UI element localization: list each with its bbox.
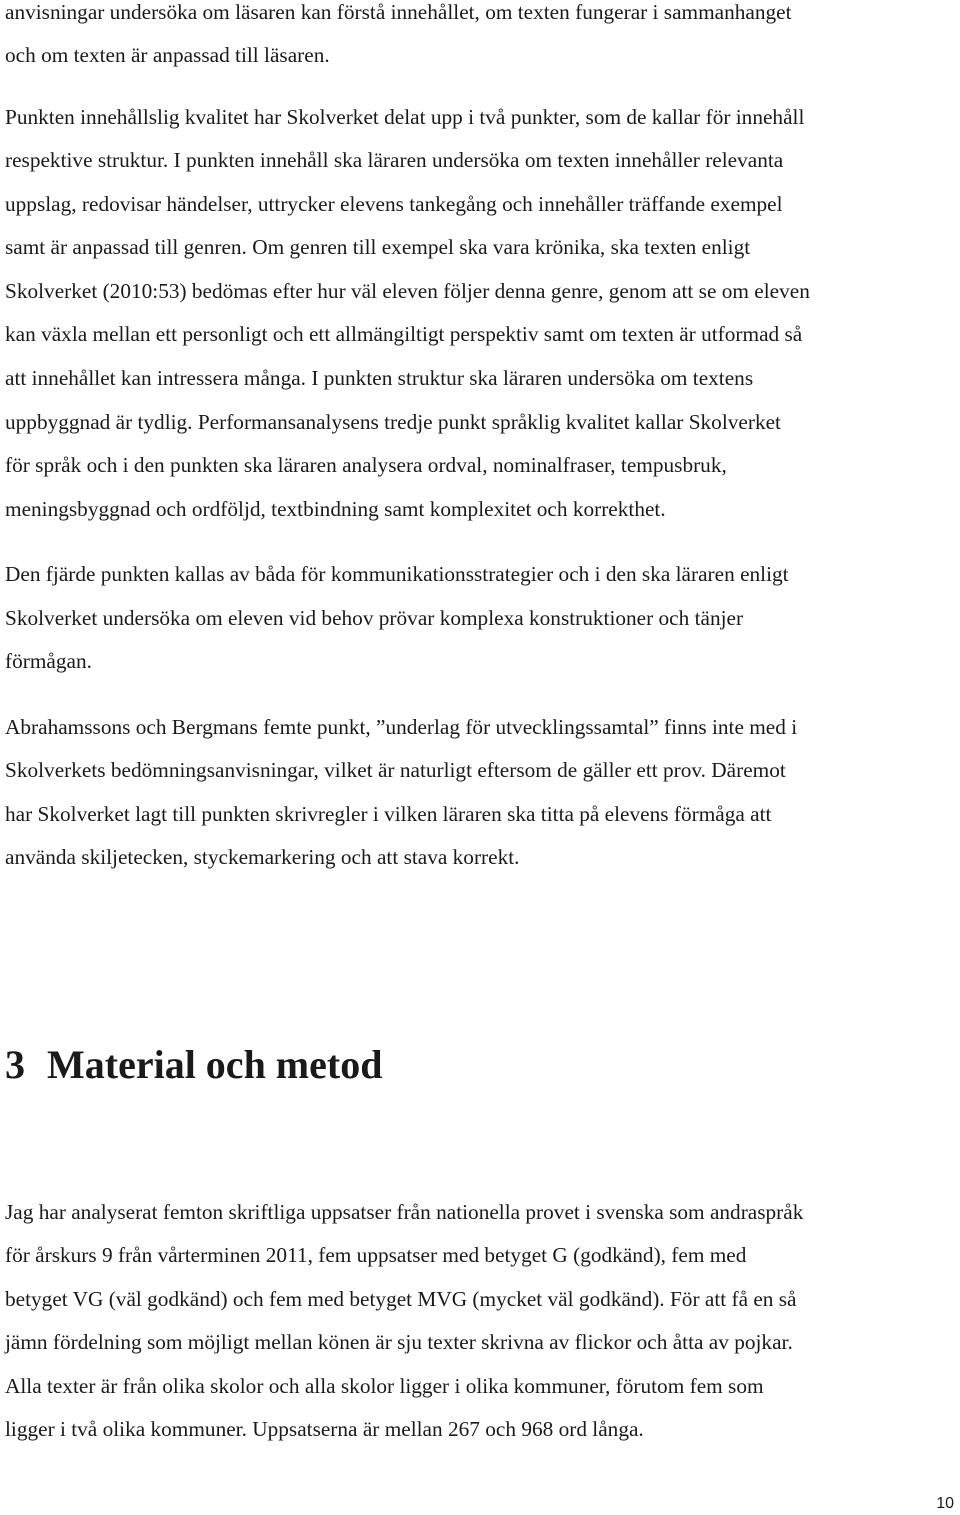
text-line: uppslag, redovisar händelser, uttrycker elevens tankegång och innehåller träffande exempel [5,192,783,216]
text-line: Skolverket (2010:53) bedömas efter hur väl eleven följer denna genre, genom att se om eleven [5,279,810,303]
text-line: förmågan. [5,649,92,673]
text-line: Jag har analyserat femton skriftliga uppsatser från nationella provet i svenska som andraspråk [5,1200,804,1224]
text-line: respektive struktur. I punkten innehåll ska läraren undersöka om texten innehåller relevanta [5,148,784,172]
section-number: 3 [5,1042,25,1087]
text-line: Den fjärde punkten kallas av båda för kommunikationsstrategier och i den ska läraren enligt [5,562,789,586]
text-line: har Skolverket lagt till punkten skrivregler i vilken läraren ska titta på elevens förmåga att [5,802,772,826]
section-heading [5,1040,382,1090]
text-line: för årskurs 9 från vårterminen 2011, fem uppsatser med betyget G (godkänd), fem med [5,1243,747,1267]
text-line: använda skiljetecken, styckemarkering och att stava korrekt. [5,845,520,869]
text-line: Abrahamssons och Bergmans femte punkt, ”underlag för utvecklingssamtal” finns inte med i [5,715,798,739]
text-line: uppbyggnad är tydlig. Performansanalysens tredje punkt språklig kvalitet kallar Skolverket [5,410,781,434]
text-line: och om texten är anpassad till läsaren. [5,43,330,67]
text-line: Alla texter är från olika skolor och alla skolor ligger i olika kommuner, förutom fem som [5,1374,764,1398]
text-line: kan växla mellan ett personligt och ett allmängiltigt perspektiv samt om texten är utformad så [5,322,803,346]
text-line: Punkten innehållslig kvalitet har Skolverket delat upp i två punkter, som de kallar för innehåll [5,105,805,129]
text-line: ligger i två olika kommuner. Uppsatserna är mellan 267 och 968 ord långa. [5,1417,644,1441]
text-line: meningsbyggnad och ordföljd, textbindning samt komplexitet och korrekthet. [5,497,666,521]
text-line: för språk och i den punkten ska läraren analysera ordval, nominalfraser, tempusbruk, [5,453,727,477]
text-line: att innehållet kan intressera många. I punkten struktur ska läraren undersöka om textens [5,366,754,390]
text-line: Skolverkets bedömningsanvisningar, vilket är naturligt eftersom de gäller ett prov. Däremot [5,758,786,782]
section-title: Material och metod [47,1042,383,1087]
page-number: 10 [936,1495,954,1512]
text-line: betyget VG (väl godkänd) och fem med betyget MVG (mycket väl godkänd). För att få en så [5,1287,797,1311]
text-line: samt är anpassad till genren. Om genren till exempel ska vara krönika, ska texten enligt [5,235,751,259]
text-line: jämn fördelning som möjligt mellan könen är sju texter skrivna av flickor och åtta av pojkar. [5,1330,793,1354]
text-line: anvisningar undersöka om läsaren kan förstå innehållet, om texten fungerar i sammanhanget [5,0,792,24]
text-line: Skolverket undersöka om eleven vid behov prövar komplexa konstruktioner och tänjer [5,606,744,630]
